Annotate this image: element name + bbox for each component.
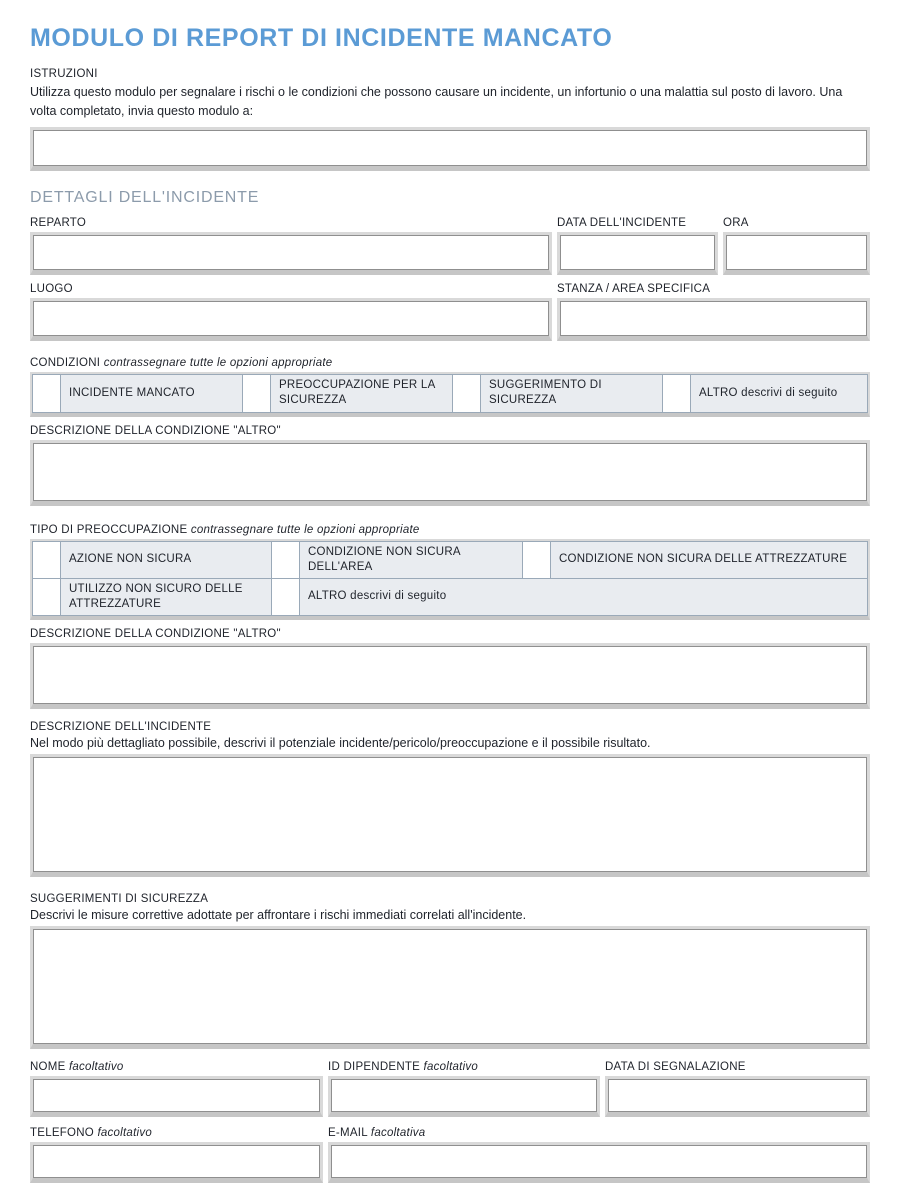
ora-input[interactable] xyxy=(723,232,870,275)
option-label-suggerimento-sicurezza: SUGGERIMENTO DI SICUREZZA xyxy=(481,374,663,412)
luogo-input[interactable] xyxy=(30,298,552,341)
checkbox-azione-non-sicura[interactable] xyxy=(33,541,61,578)
field-id-dipendente xyxy=(328,1061,600,1117)
nome-input[interactable] xyxy=(30,1076,323,1117)
field-luogo xyxy=(30,283,552,341)
conditions-other-label: DESCRIZIONE DELLA CONDIZIONE "ALTRO" xyxy=(30,424,281,437)
concern-other-label: DESCRIZIONE DELLA CONDIZIONE "ALTRO" xyxy=(30,627,281,640)
conditions-other-textarea[interactable] xyxy=(30,440,870,506)
conditions-label-note: contrassegnare tutte le opzioni appropriate xyxy=(103,356,333,369)
safety-suggestions-textarea[interactable] xyxy=(30,926,870,1049)
safety-suggestions-hint: Descrivi le misure correttive adottate per affrontare i rischi immediati correlati all'incidente. xyxy=(30,907,527,922)
row-telefono-email xyxy=(30,1127,870,1183)
email-label-note: facoltativa xyxy=(370,1126,426,1139)
field-telefono xyxy=(30,1127,323,1183)
telefono-input[interactable] xyxy=(30,1142,323,1183)
instructions-label: ISTRUZIONI xyxy=(30,68,98,80)
concern-type-label-text: TIPO DI PREOCCUPAZIONE xyxy=(30,523,188,536)
checkbox-incidente-mancato[interactable] xyxy=(33,374,61,412)
section-incident-details: DETTAGLI DELL'INCIDENTE xyxy=(30,188,260,206)
checkbox-utilizzo-non-sicuro[interactable] xyxy=(33,578,61,615)
data-incidente-input[interactable] xyxy=(557,232,718,275)
telefono-label-note: facoltativo xyxy=(97,1126,152,1139)
field-data-incidente xyxy=(557,217,718,275)
luogo-label: LUOGO xyxy=(30,282,73,295)
concern-type-label xyxy=(30,524,870,536)
reparto-label: REPARTO xyxy=(30,216,87,229)
checkbox-suggerimento-sicurezza[interactable] xyxy=(453,374,481,412)
data-segnalazione-input[interactable] xyxy=(605,1076,870,1117)
option-label-azione-non-sicura: AZIONE NON SICURA xyxy=(61,541,272,578)
email-label-text: E-MAIL xyxy=(328,1126,368,1139)
telefono-label-text: TELEFONO xyxy=(30,1126,94,1139)
nome-label-text: NOME xyxy=(30,1060,66,1073)
row-nome-id-data xyxy=(30,1061,870,1117)
email-label xyxy=(328,1127,870,1139)
stanza-input[interactable] xyxy=(557,298,870,341)
checkbox-altro-condizione[interactable] xyxy=(663,374,691,412)
incident-description-label: DESCRIZIONE DELL'INCIDENTE xyxy=(30,720,212,733)
ora-label: ORA xyxy=(723,216,749,229)
field-data-segnalazione xyxy=(605,1061,870,1117)
option-label-condizione-attrezzature: CONDIZIONE NON SICURA DELLE ATTREZZATURE xyxy=(551,541,868,578)
incident-description-hint: Nel modo più dettagliato possibile, descrivi il potenziale incidente/pericolo/preoccupazione e il possibile risultato. xyxy=(30,735,651,750)
field-ora xyxy=(723,217,870,275)
incident-description-textarea[interactable] xyxy=(30,754,870,877)
checkbox-preoccupazione-sicurezza[interactable] xyxy=(243,374,271,412)
instructions-text: Utilizza questo modulo per segnalare i rischi o le condizioni che possono causare un incidente, un infortunio o una malattia sul posto di lavoro. Una volta completato, invia questo modulo a: xyxy=(30,85,843,119)
conditions-label-text: CONDIZIONI xyxy=(30,356,101,369)
safety-suggestions-label: SUGGERIMENTI DI SICUREZZA xyxy=(30,892,209,905)
page-title: MODULO DI REPORT DI INCIDENTE MANCATO xyxy=(30,24,613,52)
checkbox-altro-preoccupazione[interactable] xyxy=(272,578,300,615)
field-stanza xyxy=(557,283,870,341)
checkbox-condizione-area[interactable] xyxy=(272,541,300,578)
option-label-altro-condizione: ALTRO descrivi di seguito xyxy=(691,374,868,412)
row-reparto-data-ora xyxy=(30,217,870,275)
checkbox-condizione-attrezzature[interactable] xyxy=(523,541,551,578)
send-to-input[interactable] xyxy=(30,127,870,171)
stanza-label: STANZA / AREA SPECIFICA xyxy=(557,282,711,295)
field-reparto xyxy=(30,217,552,275)
option-label-utilizzo-non-sicuro: UTILIZZO NON SICURO DELLE ATTREZZATURE xyxy=(61,578,272,615)
email-input[interactable] xyxy=(328,1142,870,1183)
nome-label-note: facoltativo xyxy=(68,1060,124,1073)
id-dipendente-label-note: facoltativo xyxy=(423,1060,479,1073)
nome-label xyxy=(30,1061,323,1073)
option-label-preoccupazione-sicurezza: PREOCCUPAZIONE PER LA SICUREZZA xyxy=(271,374,453,412)
option-label-altro-preoccupazione: ALTRO descrivi di seguito xyxy=(300,578,868,615)
reparto-input[interactable] xyxy=(30,232,552,275)
data-segnalazione-label: DATA DI SEGNALAZIONE xyxy=(605,1060,746,1073)
data-incidente-label: DATA DELL'INCIDENTE xyxy=(557,216,687,229)
conditions-label xyxy=(30,357,870,369)
id-dipendente-input[interactable] xyxy=(328,1076,600,1117)
id-dipendente-label-text: ID DIPENDENTE xyxy=(328,1060,421,1073)
conditions-table xyxy=(30,372,870,417)
field-email xyxy=(328,1127,870,1183)
option-label-incidente-mancato: INCIDENTE MANCATO xyxy=(61,374,243,412)
concern-type-label-note: contrassegnare tutte le opzioni appropriate xyxy=(190,523,420,536)
option-label-condizione-area: CONDIZIONE NON SICURA DELL'AREA xyxy=(300,541,523,578)
concern-other-textarea[interactable] xyxy=(30,643,870,709)
field-nome xyxy=(30,1061,323,1117)
id-dipendente-label xyxy=(328,1061,600,1073)
row-luogo-stanza xyxy=(30,283,870,341)
telefono-label xyxy=(30,1127,323,1139)
concern-type-table xyxy=(30,539,870,620)
